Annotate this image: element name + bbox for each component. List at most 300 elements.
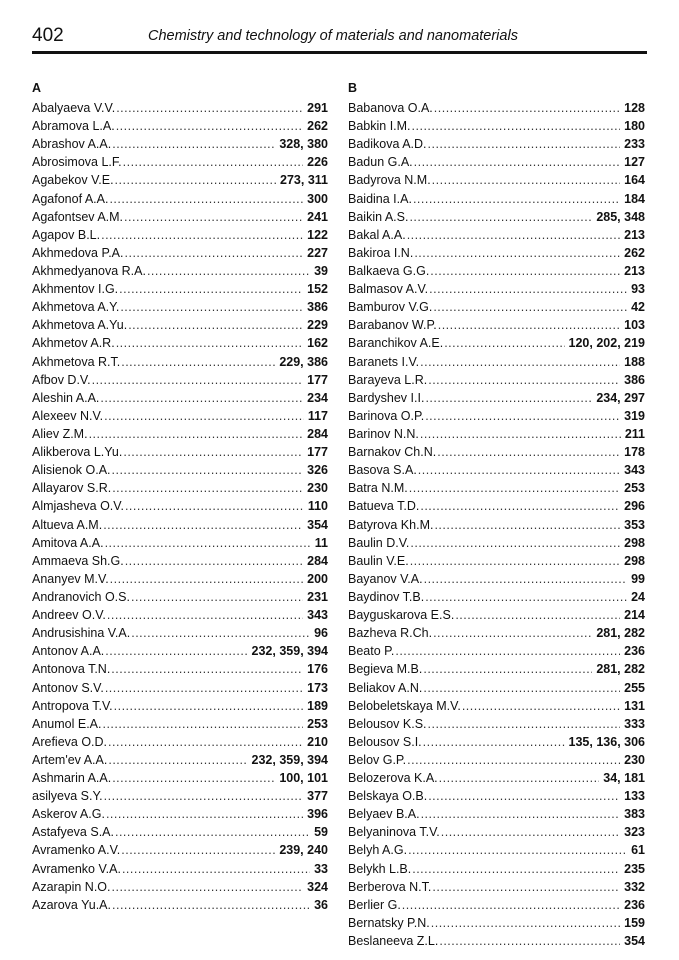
- page-numbers: 232, 359, 394: [251, 644, 328, 659]
- dot-leader: [421, 805, 621, 823]
- author-name: Abrashov A.A.: [32, 137, 112, 152]
- author-name: Baulin V.E.: [348, 553, 409, 568]
- author-name: Abramova L.A.: [32, 119, 115, 134]
- page-header: [32, 20, 650, 54]
- dot-leader: [112, 135, 275, 153]
- dot-leader: [409, 479, 620, 497]
- author-name: Bakiroa I.N.: [348, 245, 414, 260]
- page-numbers: 273, 311: [280, 173, 328, 188]
- page-numbers: 319: [624, 408, 645, 423]
- page-numbers: 253: [624, 481, 645, 496]
- index-entry: [348, 461, 645, 479]
- author-name: asilyeva S.Y.: [32, 789, 103, 804]
- dot-leader: [104, 407, 304, 425]
- dot-leader: [128, 316, 303, 334]
- author-name: Arefieva O.D.: [32, 734, 108, 749]
- page-numbers: 11: [314, 535, 328, 550]
- author-name: Babanova O.A.: [348, 101, 433, 115]
- author-name: Baidina I.A.: [348, 191, 412, 206]
- index-entry: [32, 660, 328, 678]
- index-entry: [348, 316, 645, 334]
- page-numbers: 354: [307, 517, 328, 532]
- index-entry: [348, 932, 645, 950]
- page-numbers: 39: [314, 263, 328, 278]
- page-numbers: 353: [624, 517, 645, 532]
- index-entry: [32, 262, 328, 280]
- dot-leader: [125, 497, 304, 515]
- author-name: Baydinov T.B.: [348, 589, 425, 604]
- dot-leader: [89, 425, 304, 443]
- dot-leader: [103, 516, 303, 534]
- index-entry: [32, 733, 328, 751]
- dot-leader: [420, 353, 620, 371]
- index-entry: [348, 516, 645, 534]
- dot-leader: [428, 787, 620, 805]
- author-name: Balmasov A.V.: [348, 282, 429, 297]
- dot-leader: [424, 570, 628, 588]
- index-entry: [348, 733, 645, 751]
- author-name: Batyrova Kh.M.: [348, 517, 434, 532]
- dot-leader: [112, 878, 304, 896]
- page-numbers: 127: [624, 155, 645, 170]
- index-entry: [32, 570, 328, 588]
- author-name: Beato P.: [348, 644, 395, 659]
- index-entry: [32, 280, 328, 298]
- index-entry: [348, 878, 645, 896]
- author-name: Balkaeva G.G.: [348, 263, 430, 278]
- index-entry: [32, 171, 328, 189]
- dot-leader: [112, 461, 304, 479]
- author-name: Akhmetova A.Y.: [32, 300, 120, 315]
- author-name: Afbov D.V.: [32, 372, 91, 387]
- index-entry: [348, 588, 645, 606]
- dot-leader: [104, 787, 303, 805]
- dot-leader: [121, 841, 275, 859]
- index-entry: [32, 534, 328, 552]
- page-numbers: 231: [307, 589, 328, 604]
- index-entry: [32, 479, 328, 497]
- author-name: Andranovich O.S.: [32, 589, 130, 604]
- page-numbers: 214: [624, 608, 645, 623]
- dot-leader: [455, 606, 620, 624]
- page-numbers: 230: [624, 752, 645, 767]
- page-numbers: 323: [624, 825, 645, 840]
- index-entry: [32, 208, 328, 226]
- dot-leader: [92, 371, 304, 389]
- author-name: Azarova Yu.A.: [32, 897, 111, 912]
- page-numbers: 236: [624, 644, 645, 659]
- index-entry: [348, 407, 645, 425]
- index-entry: [348, 697, 645, 715]
- index-entry: [348, 552, 645, 570]
- page-numbers: 99: [631, 571, 645, 586]
- page-numbers: 232, 359, 394: [251, 752, 328, 767]
- index-entry: [348, 534, 645, 552]
- index-entry: [32, 316, 328, 334]
- index-entry: [32, 244, 328, 262]
- author-name: Akhmentov I.G.: [32, 282, 119, 297]
- dot-leader: [123, 153, 304, 171]
- index-entry: [32, 805, 328, 823]
- index-entry: [348, 914, 645, 932]
- dot-leader: [444, 334, 564, 352]
- author-name: Bayguskarova E.S.: [348, 608, 455, 623]
- page-number: 402: [32, 25, 64, 46]
- page-numbers: 386: [624, 372, 645, 387]
- page-numbers: 377: [307, 789, 328, 804]
- dot-leader: [425, 588, 627, 606]
- dot-leader: [110, 570, 303, 588]
- index-entry: [348, 262, 645, 280]
- author-name: Abalyaeva V.V.: [32, 101, 116, 115]
- author-name: Barayeva L.R.: [348, 372, 428, 387]
- index-entry: [32, 769, 328, 787]
- author-name: Ashmarin A.A.: [32, 771, 112, 786]
- page-numbers: 178: [624, 445, 645, 460]
- dot-leader: [125, 552, 303, 570]
- page-numbers: 300: [307, 191, 328, 206]
- author-name: Askerov A.G.: [32, 807, 105, 822]
- page-numbers: 343: [624, 463, 645, 478]
- dot-leader: [116, 334, 303, 352]
- page-numbers: 59: [314, 825, 328, 840]
- page-numbers: 162: [307, 336, 328, 351]
- index-entry: [32, 751, 328, 769]
- author-name: Avramenko A.V.: [32, 843, 121, 858]
- index-entry: [32, 497, 328, 515]
- dot-leader: [414, 153, 621, 171]
- index-entry: [348, 896, 645, 914]
- dot-leader: [410, 534, 620, 552]
- page-numbers: 326: [307, 463, 328, 478]
- author-name: Akhmetov A.R.: [32, 336, 115, 351]
- author-name: Bayanov V.A.: [348, 571, 423, 586]
- page-numbers: 291: [307, 101, 328, 115]
- author-name: Andreev O.V.: [32, 608, 106, 623]
- index-entry: [32, 407, 328, 425]
- page-numbers: 110: [307, 499, 328, 514]
- author-name: Belskaya O.B.: [348, 789, 428, 804]
- author-name: Agabekov V.E.: [32, 173, 114, 188]
- index-entry: [348, 479, 645, 497]
- author-name: Agafontsev A.M.: [32, 209, 124, 224]
- dot-leader: [112, 896, 310, 914]
- page-numbers: 236: [624, 897, 645, 912]
- index-entry: [348, 353, 645, 371]
- dot-leader: [439, 769, 600, 787]
- author-name: Akhmetova A.Yu.: [32, 318, 128, 333]
- dot-leader: [428, 715, 621, 733]
- author-name: Batueva T.D.: [348, 499, 420, 514]
- dot-leader: [438, 316, 620, 334]
- author-name: Artem'ev A.A.: [32, 752, 108, 767]
- author-name: Agapov B.L.: [32, 227, 101, 242]
- page-numbers: 343: [307, 608, 328, 623]
- dot-leader: [395, 642, 620, 660]
- dot-leader: [420, 497, 620, 515]
- author-name: Baranets I.V.: [348, 354, 420, 369]
- index-entry: [32, 552, 328, 570]
- dot-leader: [434, 99, 620, 117]
- index-column-b: [348, 82, 645, 950]
- dot-leader: [408, 841, 627, 859]
- dot-leader: [124, 208, 303, 226]
- author-name: Agafonof A.A.: [32, 191, 109, 206]
- dot-leader: [107, 606, 303, 624]
- dot-leader: [108, 733, 303, 751]
- dot-leader: [434, 516, 620, 534]
- page-numbers: 235: [624, 861, 645, 876]
- page-numbers: 285, 348: [596, 209, 645, 224]
- dot-leader: [120, 298, 303, 316]
- dot-leader: [428, 371, 620, 389]
- index-entry: [348, 244, 645, 262]
- dot-leader: [116, 99, 303, 117]
- index-entry: [32, 425, 328, 443]
- dot-leader: [108, 751, 247, 769]
- author-name: Bakal A.A.: [348, 227, 406, 242]
- page-numbers: 180: [624, 119, 645, 134]
- page-numbers: 177: [307, 445, 328, 460]
- index-entry: [348, 153, 645, 171]
- dot-leader: [105, 679, 303, 697]
- page-numbers: 255: [624, 680, 645, 695]
- page-numbers: 176: [307, 662, 328, 677]
- author-name: Belov G.P.: [348, 752, 407, 767]
- index-entry: [32, 135, 328, 153]
- page-numbers: 189: [307, 698, 328, 713]
- dot-leader: [102, 715, 303, 733]
- index-entry: [348, 624, 645, 642]
- author-name: Ananyev M.V.: [32, 571, 109, 586]
- index-entry: [32, 823, 328, 841]
- index-entry: [348, 443, 645, 461]
- author-name: Belykh L.B.: [348, 861, 412, 876]
- author-name: Abrosimova L.F.: [32, 155, 122, 170]
- page-numbers: 36: [314, 897, 328, 912]
- dot-leader: [100, 389, 303, 407]
- index-entry: [348, 190, 645, 208]
- page-numbers: 159: [624, 915, 645, 930]
- author-name: Antropova T.V.: [32, 698, 113, 713]
- author-name: Amitova A.A.: [32, 535, 104, 550]
- index-entry: [348, 660, 645, 678]
- page-numbers: 200: [307, 571, 328, 586]
- index-entry: [348, 841, 645, 859]
- page-numbers: 324: [307, 879, 328, 894]
- dot-leader: [402, 896, 620, 914]
- index-entry: [32, 353, 328, 371]
- author-name: Berberova N.T.: [348, 879, 432, 894]
- index-entry: [32, 715, 328, 733]
- index-entry: [348, 751, 645, 769]
- index-entry: [32, 787, 328, 805]
- index-entry: [348, 787, 645, 805]
- page-numbers: 262: [307, 119, 328, 134]
- dot-leader: [433, 298, 627, 316]
- index-entry: [32, 697, 328, 715]
- page-numbers: 42: [631, 300, 645, 315]
- page-numbers: 227: [307, 245, 328, 260]
- dot-leader: [106, 805, 303, 823]
- index-entry: [32, 99, 328, 117]
- dot-leader: [105, 534, 311, 552]
- dot-leader: [115, 171, 276, 189]
- page-numbers: 135, 136, 306: [568, 734, 645, 749]
- dot-leader: [412, 860, 620, 878]
- page-numbers: 298: [624, 553, 645, 568]
- page-numbers: 173: [307, 680, 328, 695]
- page-numbers: 96: [314, 626, 328, 641]
- dot-leader: [423, 679, 620, 697]
- index-entry: [348, 280, 645, 298]
- author-name: Akhmedova P.A.: [32, 245, 124, 260]
- page-numbers: 133: [624, 789, 645, 804]
- author-name: Astafyeva S.A.: [32, 825, 114, 840]
- author-name: Alikberova L.Yu.: [32, 445, 123, 460]
- author-name: Belozerova K.A.: [348, 771, 438, 786]
- index-entry: [348, 389, 645, 407]
- index-entry: [32, 298, 328, 316]
- author-name: Ammaeva Sh.G.: [32, 553, 124, 568]
- page-numbers: 211: [624, 426, 645, 441]
- author-name: Akhmedyanova R.A.: [32, 263, 146, 278]
- dot-leader: [420, 425, 621, 443]
- index-entry: [348, 334, 645, 352]
- page-numbers: 213: [624, 227, 645, 242]
- index-entry: [32, 588, 328, 606]
- page-numbers: 332: [624, 879, 645, 894]
- dot-leader: [112, 769, 275, 787]
- index-entry: [348, 226, 645, 244]
- index-entry: [348, 171, 645, 189]
- page-numbers: 383: [624, 807, 645, 822]
- index-entry: [32, 860, 328, 878]
- page-numbers: 24: [631, 589, 645, 604]
- dot-leader: [111, 660, 303, 678]
- index-entry: [32, 389, 328, 407]
- section-letter: A: [32, 81, 42, 95]
- dot-leader: [439, 932, 620, 950]
- dot-leader: [433, 624, 592, 642]
- author-name: Allayarov S.R.: [32, 481, 112, 496]
- author-name: Aliev Z.M.: [32, 426, 88, 441]
- author-name: Baikin A.S.: [348, 209, 409, 224]
- page-numbers: 33: [314, 861, 328, 876]
- page-numbers: 262: [624, 245, 645, 260]
- dot-leader: [431, 914, 620, 932]
- dot-leader: [105, 642, 247, 660]
- page-numbers: 100, 101: [279, 771, 328, 786]
- author-name: Belousov K.S.: [348, 716, 427, 731]
- dot-leader: [418, 461, 620, 479]
- author-name: Begieva M.B.: [348, 662, 423, 677]
- page-numbers: 229, 386: [279, 354, 328, 369]
- section-letter: B: [348, 81, 358, 95]
- author-name: Avramenko V.A.: [32, 861, 121, 876]
- index-entry: [32, 606, 328, 624]
- dot-leader: [425, 389, 592, 407]
- dot-leader: [101, 226, 303, 244]
- author-name: Bazheva R.Ch.: [348, 626, 433, 641]
- author-name: Akhmetova R.T.: [32, 354, 121, 369]
- dot-leader: [430, 262, 620, 280]
- header-rule: [32, 51, 647, 54]
- dot-leader: [122, 860, 310, 878]
- dot-leader: [119, 280, 303, 298]
- author-name: Beliakov A.N.: [348, 680, 423, 695]
- page-numbers: 177: [307, 372, 328, 387]
- page-numbers: 239, 240: [279, 843, 328, 858]
- index-entry: [348, 606, 645, 624]
- author-name: Belyaninova T.V.: [348, 825, 440, 840]
- author-name: Azarapin N.O.: [32, 879, 111, 894]
- dot-leader: [429, 280, 627, 298]
- page-numbers: 281, 282: [596, 662, 645, 677]
- author-name: Basova S.A.: [348, 463, 417, 478]
- page-numbers: 117: [307, 408, 328, 423]
- index-entry: [32, 117, 328, 135]
- author-name: Barinov N.N.: [348, 426, 419, 441]
- page-numbers: 233: [624, 137, 645, 152]
- index-entry: [32, 226, 328, 244]
- author-name: Alisienok O.A.: [32, 463, 111, 478]
- author-name: Barnakov Ch.N.: [348, 445, 437, 460]
- page-numbers: 61: [631, 843, 645, 858]
- page-numbers: 333: [624, 716, 645, 731]
- author-name: Badun G.A.: [348, 155, 413, 170]
- index-entry: [32, 679, 328, 697]
- page-numbers: 234, 297: [596, 390, 645, 405]
- page-numbers: 93: [631, 282, 645, 297]
- author-name: Belyh A.G.: [348, 843, 408, 858]
- dot-leader: [125, 244, 304, 262]
- author-name: Belousov S.I.: [348, 734, 422, 749]
- page-numbers: 120, 202, 219: [568, 336, 645, 351]
- author-name: Antonov S.V.: [32, 680, 104, 695]
- index-entry: [32, 516, 328, 534]
- page-numbers: 230: [307, 481, 328, 496]
- index-entry: [32, 896, 328, 914]
- author-name: Aleshin A.A.: [32, 390, 100, 405]
- page-numbers: 396: [307, 807, 328, 822]
- dot-leader: [109, 190, 303, 208]
- author-name: Barabanov W.P.: [348, 318, 437, 333]
- page-numbers: 34, 181: [603, 771, 645, 786]
- author-name: Alexeev N.V.: [32, 408, 104, 423]
- index-entry: [348, 823, 645, 841]
- dot-leader: [131, 588, 303, 606]
- author-name: Altueva A.M.: [32, 517, 103, 532]
- index-entry: [348, 769, 645, 787]
- index-entry: [32, 878, 328, 896]
- dot-leader: [432, 171, 620, 189]
- page-numbers: 386: [307, 300, 328, 315]
- dot-leader: [437, 443, 620, 461]
- author-name: Antonov A.A.: [32, 644, 105, 659]
- index-entry: [32, 642, 328, 660]
- author-name: Belyaev B.A.: [348, 807, 420, 822]
- dot-leader: [423, 733, 565, 751]
- dot-leader: [409, 208, 592, 226]
- dot-leader: [441, 823, 620, 841]
- index-entry: [32, 841, 328, 859]
- page-numbers: 188: [624, 354, 645, 369]
- dot-leader: [432, 878, 620, 896]
- author-name: Beslaneeva Z.L.: [348, 934, 439, 949]
- author-name: Andrusishina V.A.: [32, 626, 131, 641]
- author-name: Bardyshev I.I.: [348, 390, 425, 405]
